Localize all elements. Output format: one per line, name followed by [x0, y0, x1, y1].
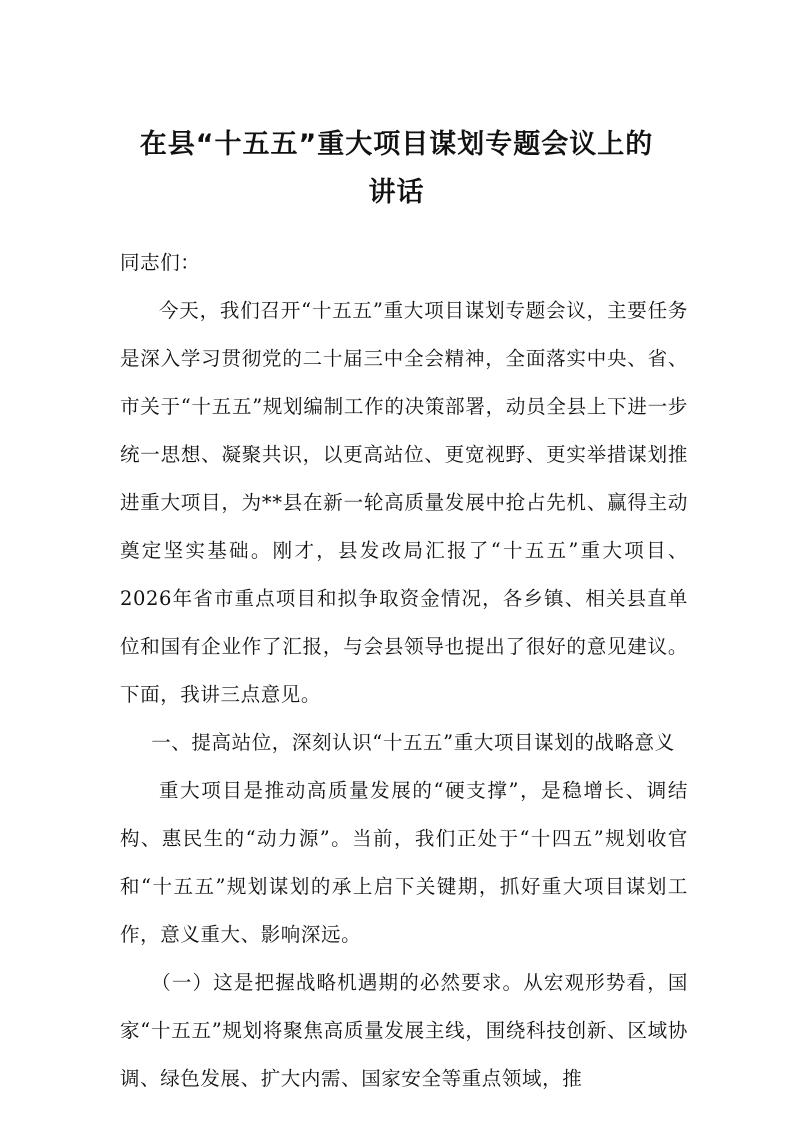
- section-1-heading: 一、提高站位，深刻认识“十五五”重大项目谋划的战略意义: [151, 731, 675, 754]
- salutation: 同志们：: [120, 251, 201, 274]
- document-body: [120, 239, 688, 1103]
- document-title-line-2: 讲话: [368, 177, 425, 208]
- section-1-paragraph-2: （一）这是把握战略机遇期的必然要求。从宏观形势看，国家“十五五”规划将聚焦高质量发展主线，围绕科技创新、区域协调、绿色发展、扩大内需、国家安全等重点领域，推: [120, 971, 688, 1090]
- document-title-line-1: 在县“十五五”重大项目谋划专题会议上的: [139, 129, 654, 160]
- opening-paragraph: 今天，我们召开“十五五”重大项目谋划专题会议，主要任务是深入学习贯彻党的二十届三中全会精神，全面落实中央、省、市关于“十五五”规划编制工作的决策部署，动员全县上下进一步统一思想、凝聚共识，以更高站位、更宽视野、更实举措谋划推进重大项目，为**县在新一轮高质量发展中抢占先机、赢得主动奠定坚实基础。刚才，县发改局汇报了“十五五”重大项目、2026年省市重点项目和拟争取资金情况，各乡镇、相关县直单位和国有企业作了汇报，与会县领导也提出了很好的意见建议。下面，我讲三点意见。: [120, 299, 688, 706]
- section-1-paragraph-1: 重大项目是推动高质量发展的“硬支撑”，是稳增长、调结构、惠民生的“动力源”。当前，我们正处于“十四五”规划收官和“十五五”规划谋划的承上启下关键期，抓好重大项目谋划工作，意义重大、影响深远。: [120, 779, 688, 946]
